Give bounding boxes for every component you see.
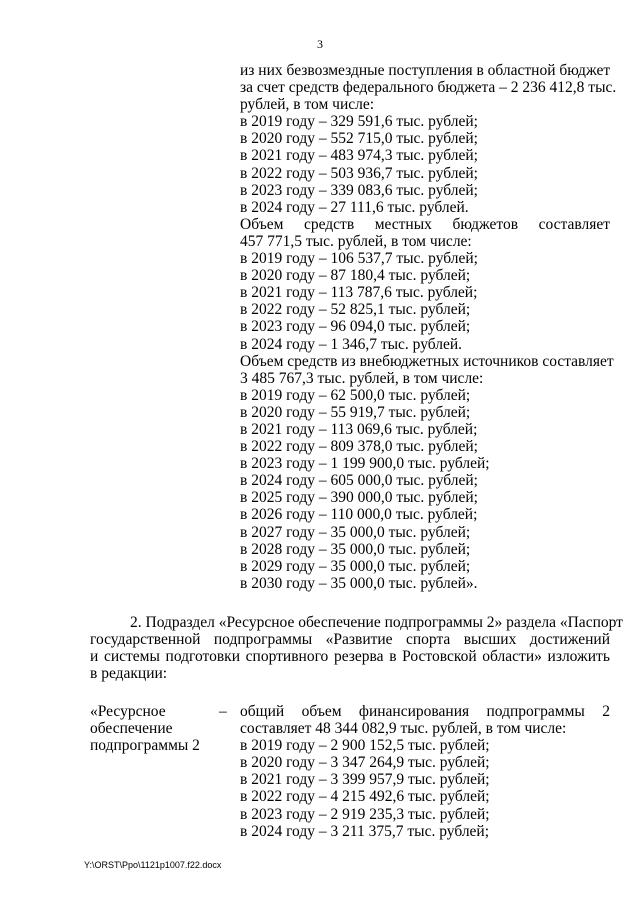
federal-year-line: в 2019 году – 329 591,6 тыс. рублей; xyxy=(240,113,478,131)
intro-line: за счет средств федерального бюджета – 2 236 412,8 тыс. xyxy=(240,79,617,97)
local-year-line: в 2023 году – 96 094,0 тыс. рублей; xyxy=(240,318,471,336)
extra-year-line: в 2028 году – 35 000,0 тыс. рублей; xyxy=(240,540,471,558)
word: подпрограммы xyxy=(486,703,585,720)
extra-year-line: в 2024 году – 605 000,0 тыс. рублей; xyxy=(240,472,478,490)
extra-heading-line: 3 485 767,3 тыс. рублей, в том числе: xyxy=(240,369,484,387)
label-line: «Ресурсное xyxy=(90,703,166,720)
funding-block xyxy=(240,62,617,592)
resource-year-line: в 2021 году – 3 399 957,9 тыс. рублей; xyxy=(240,771,490,789)
resource-year-line: в 2020 году – 3 347 264,9 тыс. рублей; xyxy=(240,754,490,772)
extra-year-line: в 2019 году – 62 500,0 тыс. рублей; xyxy=(240,386,471,404)
intro-line: из них безвозмездные поступления в областной бюджет xyxy=(240,62,611,79)
extra-heading-line: Объем средств из внебюджетных источников составляет xyxy=(240,352,614,370)
extra-year-line: в 2022 году – 809 378,0 тыс. рублей; xyxy=(240,438,478,456)
extra-year-line: в 2029 году – 35 000,0 тыс. рублей; xyxy=(240,557,471,575)
local-year-line: в 2024 году – 1 346,7 тыс. рублей. xyxy=(240,335,463,353)
federal-year-line: в 2024 году – 27 111,6 тыс. рублей. xyxy=(240,198,469,216)
local-year-line: в 2022 году – 52 825,1 тыс. рублей; xyxy=(240,301,471,319)
resource-first-line xyxy=(240,703,610,720)
resource-year-line: в 2019 году – 2 900 152,5 тыс. рублей; xyxy=(240,737,490,755)
local-year-line: в 2021 году – 113 787,6 тыс. рублей; xyxy=(240,284,478,302)
federal-year-line: в 2021 году – 483 974,3 тыс. рублей; xyxy=(240,147,478,165)
section2-line xyxy=(90,631,610,648)
word: составляет xyxy=(538,215,610,233)
intro-line: рублей, в том числе: xyxy=(240,96,375,114)
extra-year-line: в 2023 году – 1 199 900,0 тыс. рублей; xyxy=(240,455,490,473)
resource-year-line: в 2023 году – 2 919 235,3 тыс. рублей; xyxy=(240,805,490,823)
section2-paragraph xyxy=(90,614,623,683)
word: подготовки xyxy=(165,648,241,666)
resource-label xyxy=(90,703,230,754)
section2-line: 2. Подраздел «Ресурсное обеспечение подпрограммы 2» раздела «Паспорт xyxy=(130,614,623,631)
federal-year-line: в 2020 году – 552 715,0 тыс. рублей; xyxy=(240,130,478,148)
word: общий xyxy=(240,703,285,720)
word: и xyxy=(90,648,99,666)
local-heading-line xyxy=(240,216,610,233)
word: области» xyxy=(482,648,542,666)
section2-line xyxy=(90,648,610,665)
extra-year-line: в 2027 году – 35 000,0 тыс. рублей; xyxy=(240,523,471,541)
section2-line: в редакции: xyxy=(90,665,168,683)
word: Ростовской xyxy=(402,648,477,666)
word: спорта xyxy=(405,631,451,649)
federal-year-line: в 2023 году – 339 083,6 тыс. рублей; xyxy=(240,181,478,199)
extra-year-line: в 2020 году – 55 919,7 тыс. рублей; xyxy=(240,403,471,421)
local-year-line: в 2019 году – 106 537,7 тыс. рублей; xyxy=(240,250,478,268)
extra-year-line: в 2030 году – 35 000,0 тыс. рублей». xyxy=(240,574,478,592)
word: местных xyxy=(374,215,432,233)
word: спортивного xyxy=(245,648,329,666)
word: 2 xyxy=(602,703,610,720)
word: высших xyxy=(463,631,517,649)
footer-file-path: Y:\ORST\Ppo\1121p1007.f22.docx xyxy=(84,860,222,870)
word: финансирования xyxy=(358,703,470,720)
extra-year-line: в 2025 году – 390 000,0 тыс. рублей; xyxy=(240,489,478,507)
word: бюджетов xyxy=(452,215,519,233)
word: «Развитие xyxy=(325,631,393,649)
word: средств xyxy=(303,215,355,233)
extra-year-line: в 2021 году – 113 069,6 тыс. рублей; xyxy=(240,420,478,438)
word: резерва xyxy=(333,648,384,666)
extra-year-line: в 2026 году – 110 000,0 тыс. рублей; xyxy=(240,506,478,524)
word: в xyxy=(389,648,397,666)
label-line: подпрограммы 2 xyxy=(90,737,200,755)
resource-year-line: в 2024 году – 3 211 375,7 тыс. рублей; xyxy=(240,822,490,840)
page-number: 3 xyxy=(317,37,323,51)
resource-values xyxy=(240,703,610,840)
label-line: обеспечение xyxy=(90,720,173,738)
resource-second-line: составляет 48 344 082,9 тыс. рублей, в том числе: xyxy=(240,720,567,738)
label-dash: – xyxy=(219,703,227,720)
local-year-line: в 2020 году – 87 180,4 тыс. рублей; xyxy=(240,267,471,285)
word: системы xyxy=(103,648,160,666)
word: достижений xyxy=(529,631,610,649)
word: государственной xyxy=(90,631,201,649)
federal-year-line: в 2022 году – 503 936,7 тыс. рублей; xyxy=(240,164,478,182)
word: подпрограммы xyxy=(213,631,313,649)
word: изложить xyxy=(547,648,610,666)
word: Объем xyxy=(240,215,284,233)
resource-year-line: в 2022 году – 4 215 492,6 тыс. рублей; xyxy=(240,788,490,806)
local-heading-line: 457 771,5 тыс. рублей, в том числе: xyxy=(240,232,472,250)
word: объем xyxy=(301,703,342,720)
